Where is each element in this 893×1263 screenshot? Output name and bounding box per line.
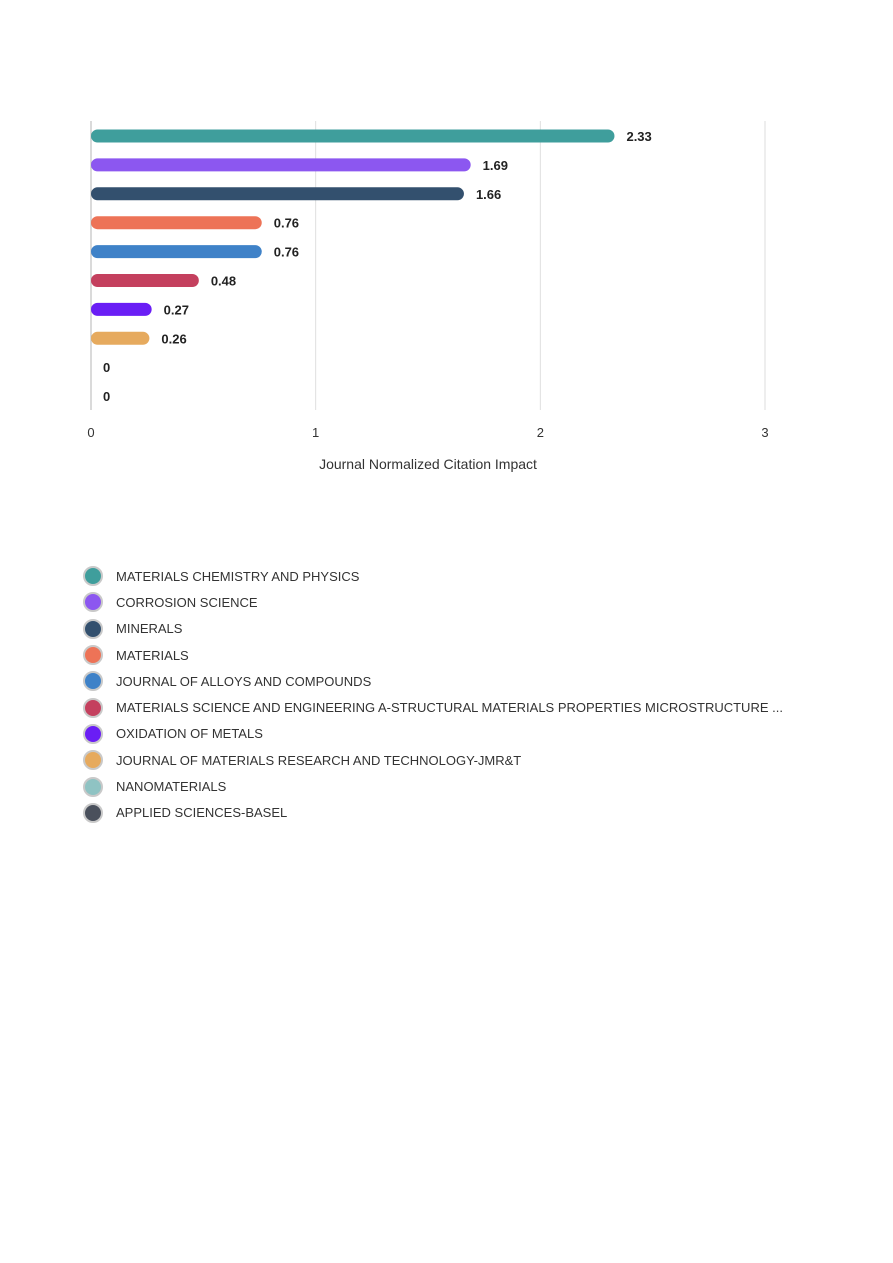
bar-value-label: 1.69 [482,157,508,173]
bar-value-label: 0.76 [273,244,300,260]
legend-swatch [83,698,103,718]
bar[interactable] [91,130,614,143]
bar[interactable] [91,187,464,200]
legend-item[interactable] [83,563,843,589]
x-tick-label: 1 [312,425,320,440]
legend-label: NANOMATERIALS [116,779,227,795]
legend-label: OXIDATION OF METALS [116,726,263,742]
legend-label: JOURNAL OF MATERIALS RESEARCH AND TECHNOLOGY-JMR&T [116,752,522,768]
legend-item[interactable] [83,800,843,826]
legend-item[interactable] [83,589,843,615]
bar-value-label: 0.26 [161,331,187,347]
bar[interactable] [91,332,149,345]
bar-value-label: 0.27 [163,302,189,318]
bar-chart [0,0,893,520]
x-axis-title: Journal Normalized Citation Impact [319,456,537,472]
x-axis-ticks [87,425,768,440]
bar-value-label: 0 [103,389,111,405]
bar-value-label: 0 [103,360,111,376]
legend [83,563,843,826]
legend-label: MATERIALS CHEMISTRY AND PHYSICS [116,568,360,584]
legend-item[interactable] [83,694,843,720]
bar[interactable] [91,274,199,287]
legend-swatch [83,803,103,823]
bar[interactable] [91,216,262,229]
legend-label: MINERALS [116,621,183,637]
bar-value-label: 0.48 [210,273,237,289]
bar-value-label: 2.33 [626,129,652,144]
legend-swatch [83,566,103,586]
x-tick-label: 0 [87,425,95,440]
legend-swatch [83,592,103,612]
x-tick-label: 3 [761,425,769,440]
bar-value-label: 0.76 [273,215,300,231]
legend-label: MATERIALS SCIENCE AND ENGINEERING A-STRUCTURAL MATERIALS PROPERTIES MICROSTRUCTURE ... [116,700,783,716]
legend-label: APPLIED SCIENCES-BASEL [116,805,288,821]
x-tick-label: 2 [536,425,544,440]
legend-swatch [83,645,103,665]
legend-swatch [83,750,103,770]
legend-label: JOURNAL OF ALLOYS AND COMPOUNDS [116,673,372,689]
bar[interactable] [91,303,152,316]
legend-item[interactable] [83,642,843,668]
legend-label: MATERIALS [116,647,189,663]
legend-label: CORROSION SCIENCE [116,594,258,610]
bar[interactable] [91,158,471,171]
legend-item[interactable] [83,773,843,799]
legend-swatch [83,777,103,797]
legend-swatch [83,619,103,639]
bar[interactable] [91,245,262,258]
bar-value-label: 1.66 [475,186,502,202]
legend-swatch [83,724,103,744]
legend-item[interactable] [83,668,843,694]
legend-item[interactable] [83,747,843,773]
legend-swatch [83,671,103,691]
legend-item[interactable] [83,616,843,642]
legend-item[interactable] [83,721,843,747]
